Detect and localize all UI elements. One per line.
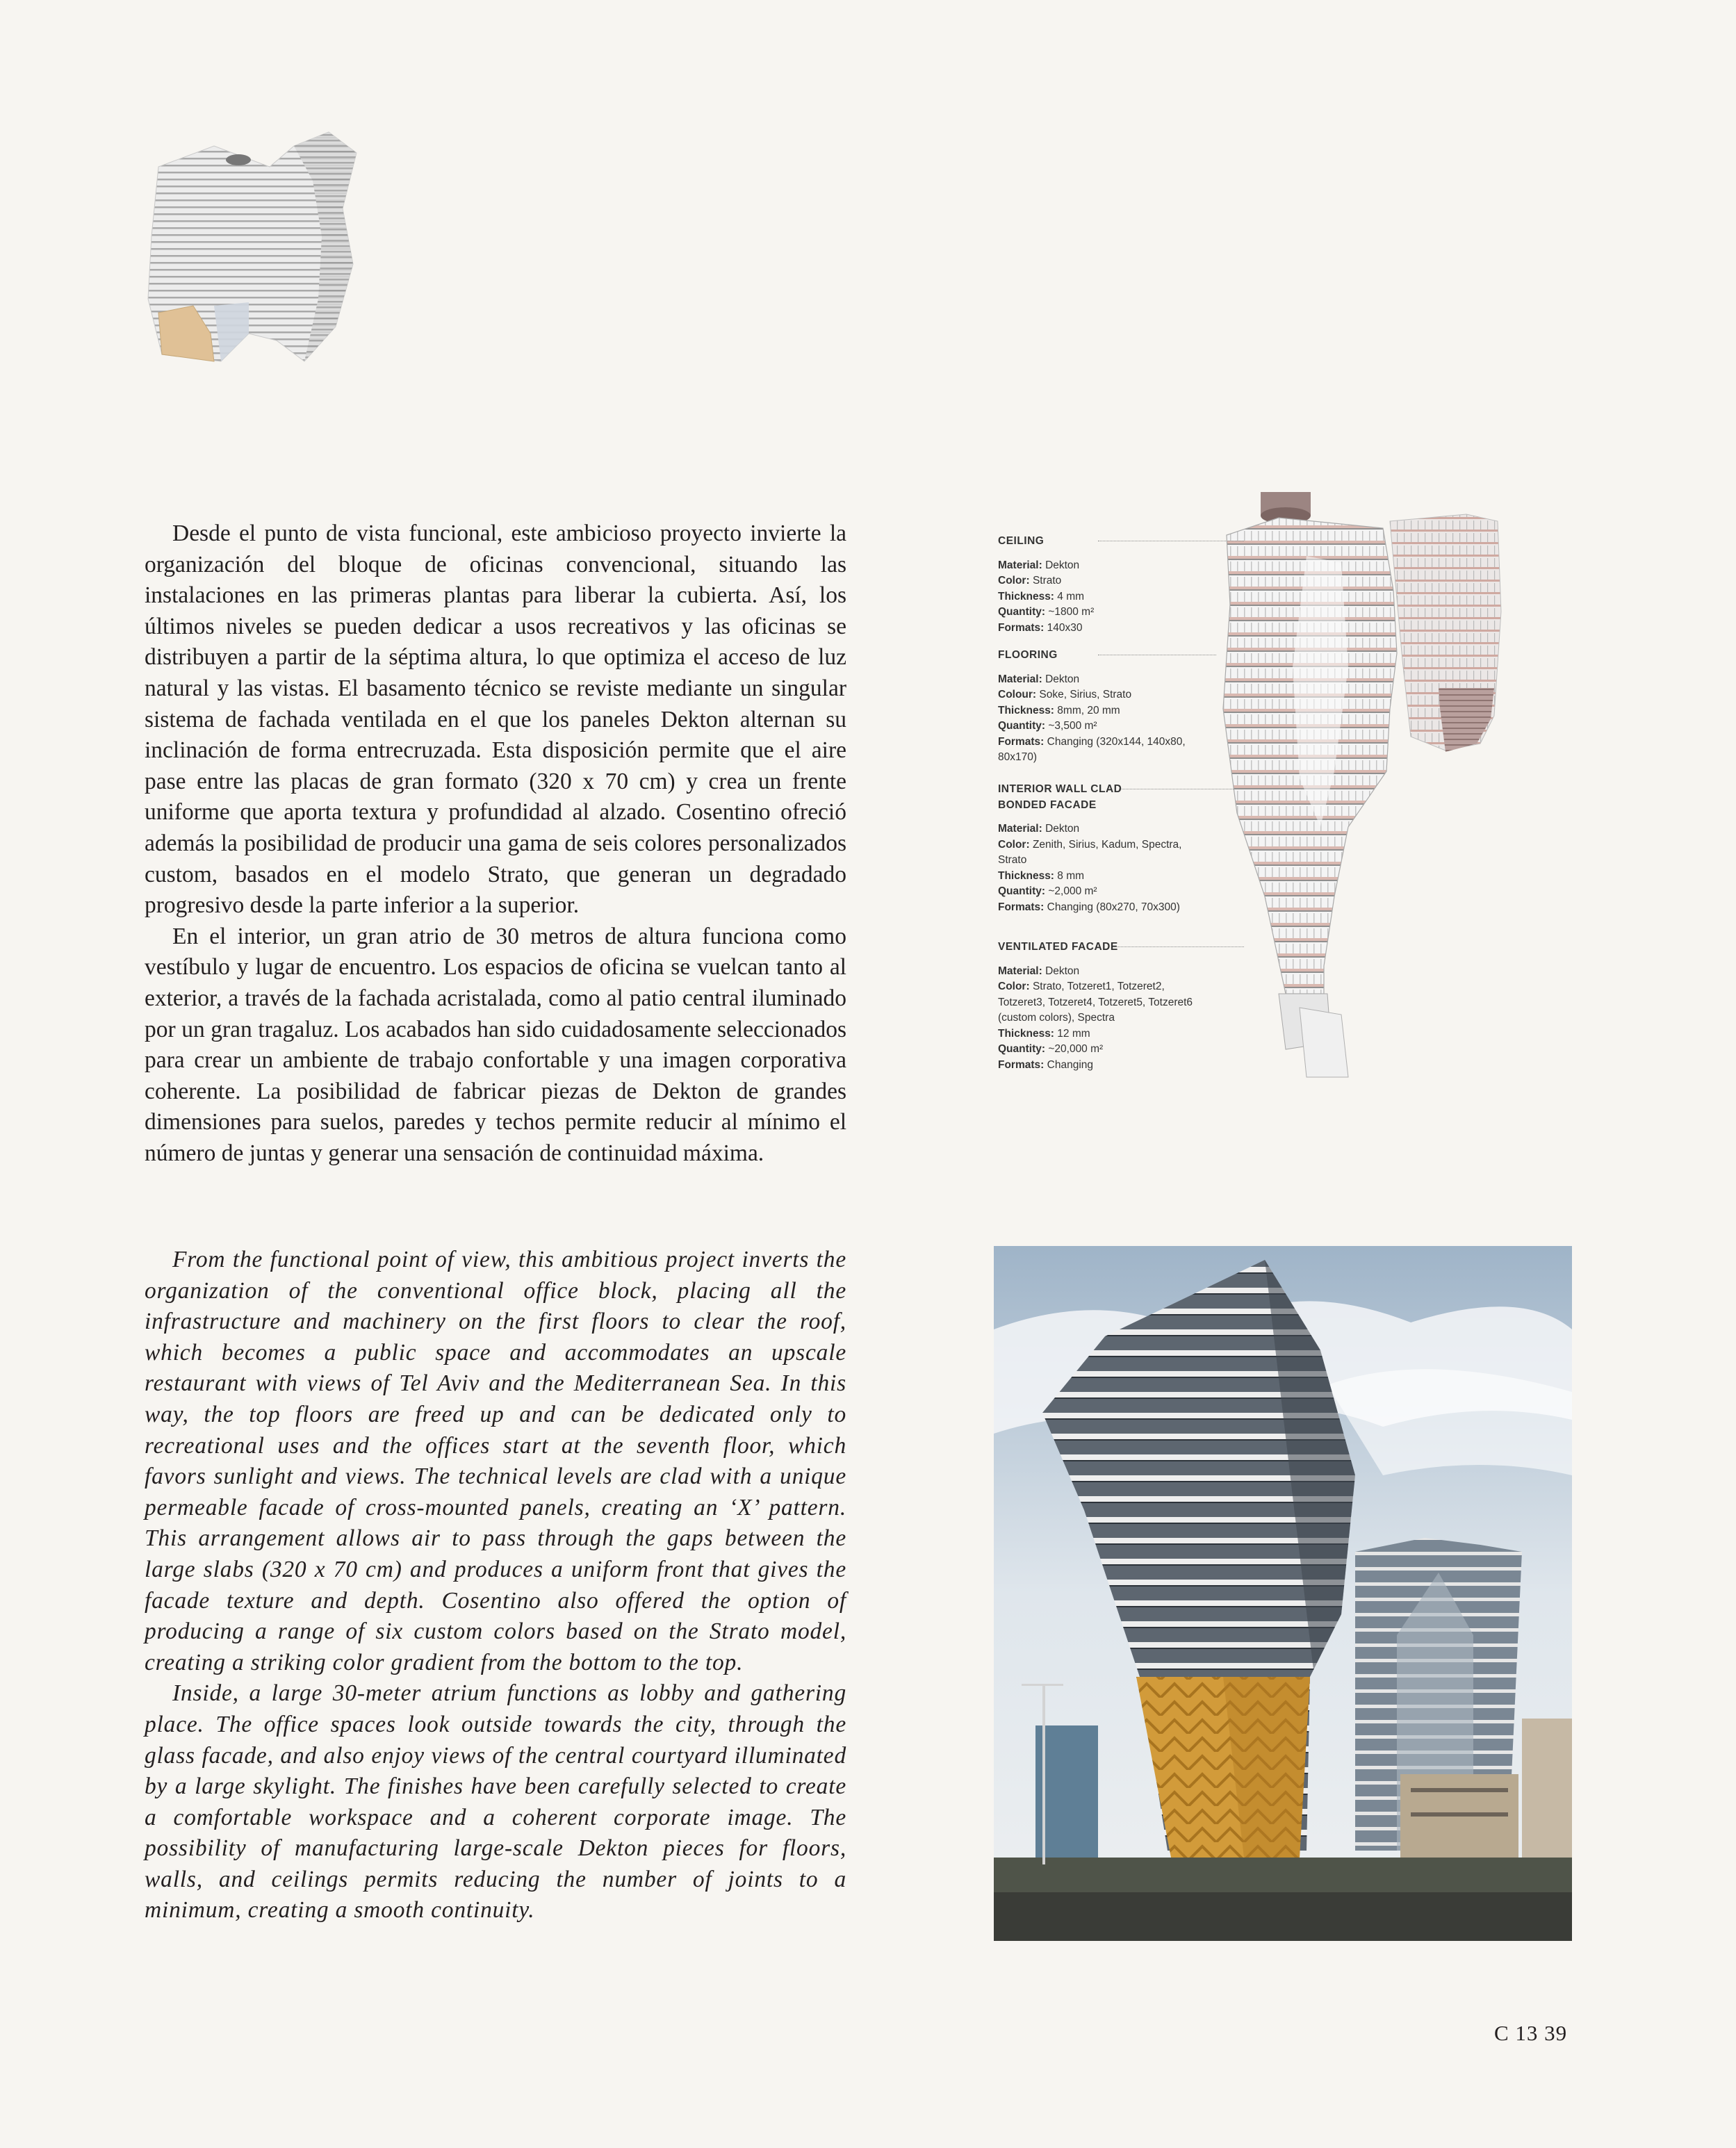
- spec-row: Quantity: ~2,000 m²: [998, 885, 1097, 897]
- building-photo: [994, 1246, 1572, 1941]
- spec-row: Formats: 140x30: [998, 621, 1083, 634]
- english-paragraph-2: Inside, a large 30-meter atrium functions as lobby and gathering place. The office spaces look outside towards the city, through the glass facade, and also enjoy views of the central courtyard illuminated by a large skylight. The finishes have been carefully selected to create a comfortable workspace and a coherent corporate image. The possibility of manufacturing large-scale Dekton pieces for floors, walls, and ceilings permits reducing the number of joints to a minimum, creating a smooth continuity.: [145, 1680, 846, 1924]
- spec-row: Material: Dekton: [998, 965, 1080, 977]
- spec-ceiling: [998, 534, 1199, 636]
- spec-ventilated-title: VENTILATED FACADE: [998, 941, 1118, 953]
- spec-row: Formats: Changing (80x270, 70x300): [998, 901, 1180, 913]
- spec-row: Material: Dekton: [998, 823, 1080, 835]
- spec-row: Quantity: ~1800 m²: [998, 606, 1095, 618]
- spec-row: Formats: Changing (320x144, 140x80, 80x170): [998, 735, 1186, 763]
- spec-row: Formats: Changing: [998, 1058, 1093, 1071]
- spec-ventilated: [998, 940, 1199, 1073]
- page-folio: C 13 39: [1494, 2021, 1568, 2045]
- spanish-paragraph-1: Desde el punto de vista funcional, este ambicioso proyecto invierte la organización del bloque de oficinas convencional, situando las instalaciones en las primeras plantas para liberar la cubierta. Así, los últimos niveles se pueden dedicar a usos recreativos y las oficinas se distribuyen a partir de la séptima altura, lo que optimiza el acceso de luz natural y las vistas. El basamento técnico se reviste mediante un singular sistema de fachada ventilada en el que los paneles Dekton alternan su inclinación de forma entrecruzada. Esta disposición permite que el aire pase entre las placas de gran formato (320 x 70 cm) y crea un frente uniforme que aporta textura y profundidad al alzado. Cosentino ofreció además la posibilidad de producir una gama de seis colores personalizados custom, basados en el modelo Strato, que generan un degradado progresivo desde la parte inferior a la superior.: [145, 520, 846, 919]
- spec-row: Material: Dekton: [998, 559, 1080, 571]
- spec-interior-wall-title-line1: INTERIOR WALL CLAD: [998, 783, 1122, 795]
- spec-row: Material: Dekton: [998, 673, 1080, 685]
- spec-row: Color: Strato, Totzeret1, Totzeret2, Totzeret3, Totzeret4, Totzeret5, Totzeret6 (custom colors), Spectra: [998, 981, 1193, 1024]
- spec-interior-wall: [998, 782, 1199, 915]
- spec-flooring-title: FLOORING: [998, 649, 1058, 661]
- english-paragraph-1: From the functional point of view, this ambitious project inverts the organization of the conventional office block, placing all the infrastructure and machinery on the first floors to clear the roof, which becomes a public space and accommodates an upscale restaurant with views of Tel Aviv and the Mediterranean Sea. In this way, the top floors are freed up and can be dedicated only to recreational uses and the offices start at the seventh floor, which favors sunlight and views. The technical levels are clad with a unique permeable facade of cross-mounted panels, creating an ‘X’ pattern. This arrangement allows air to pass through the gaps between the large slabs (320 x 70 cm) and produces a uniform front that gives the facade texture and depth. Cosentino also offered the option of producing a range of six custom colors based on the Strato model, creating a striking color gradient from the bottom to the top.: [145, 1247, 846, 1675]
- spec-row: Thickness: 8 mm: [998, 869, 1085, 882]
- spec-row: Thickness: 4 mm: [998, 590, 1085, 602]
- spec-row: Quantity: ~3,500 m²: [998, 720, 1097, 732]
- massing-thumbnail: [131, 125, 381, 375]
- spec-ceiling-title: CEILING: [998, 535, 1045, 547]
- spanish-paragraph-2: En el interior, un gran atrio de 30 metros de altura funciona como vestíbulo y lugar de encuentro. Los espacios de oficina se vuelcan tanto al exterior, a través de la fachada acristalada, como al patio central iluminado por un gran tragaluz. Los acabados han sido cuidadosamente seleccionados para crear un ambiente de trabajo confortable y una imagen corporativa coherente. La posibilidad de fabricar piezas de Dekton de grandes dimensiones para suelos, paredes y techos permite reducir al mínimo el número de juntas y generar una sensación de continuidad máxima.: [145, 923, 846, 1166]
- spec-flooring: [998, 648, 1199, 766]
- spec-row: Color: Strato: [998, 575, 1062, 587]
- spec-row: Quantity: ~20,000 m²: [998, 1043, 1104, 1055]
- spec-row: Colour: Soke, Sirius, Strato: [998, 689, 1132, 700]
- axonometric-diagram: [1181, 479, 1571, 1126]
- spec-row: Color: Zenith, Sirius, Kadum, Spectra, Strato: [998, 838, 1182, 866]
- spec-row: Thickness: 12 mm: [998, 1027, 1090, 1040]
- spanish-body-text: [145, 518, 846, 1169]
- english-body-text: [145, 1245, 846, 1926]
- spec-row: Thickness: 8mm, 20 mm: [998, 704, 1120, 716]
- spec-interior-wall-title-line2: BONDED FACADE: [998, 798, 1097, 811]
